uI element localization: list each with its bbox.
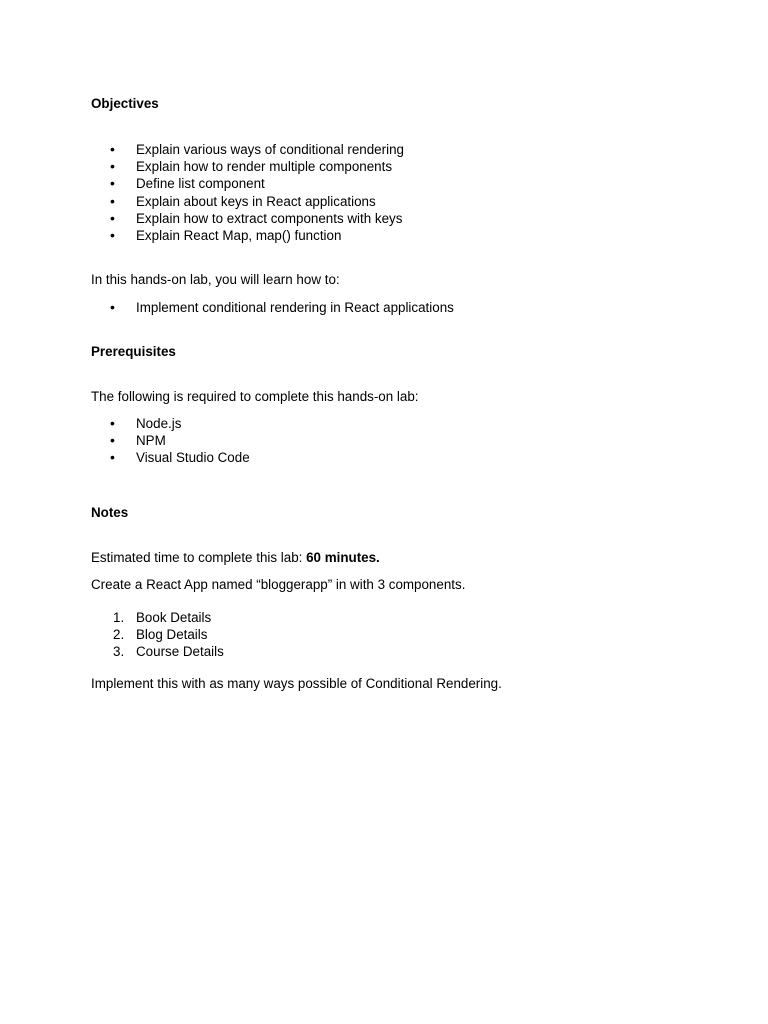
prerequisites-heading: Prerequisites (91, 344, 176, 359)
prerequisites-intro: The following is required to complete this hands-on lab: (91, 389, 419, 404)
estimated-time-text (91, 550, 380, 566)
estimated-time-prefix: Estimated time to complete this lab: (91, 550, 307, 565)
bullet-icon: • (110, 158, 115, 175)
bullet-icon: • (110, 449, 115, 466)
bullet-icon: • (110, 299, 115, 315)
bullet-icon: • (110, 192, 115, 209)
objective-text: Explain React Map, map() function (136, 227, 342, 243)
bullet-icon: • (110, 209, 115, 226)
prerequisite-text: Node.js (136, 416, 182, 431)
learn-item-text: Implement conditional rendering in React applications (136, 300, 454, 315)
bullet-icon: • (110, 432, 115, 449)
objective-text: Explain how to render multiple components (136, 159, 393, 175)
prerequisite-text: Visual Studio Code (136, 450, 250, 466)
objective-text: Explain various ways of conditional rendering (136, 142, 404, 157)
prerequisite-text: NPM (136, 433, 166, 449)
component-text: Blog Details (136, 627, 208, 643)
create-app-text: Create a React App named “bloggerapp” in with 3 components. (91, 577, 466, 592)
implement-text: Implement this with as many ways possible of Conditional Rendering. (91, 676, 502, 691)
learn-intro: In this hands-on lab, you will learn how to: (91, 272, 340, 287)
list-number: 1. (113, 610, 125, 625)
objective-text: Define list component (136, 176, 265, 192)
component-text: Book Details (136, 610, 212, 625)
list-number: 2. (113, 627, 125, 643)
estimated-time-value: 60 minutes. (306, 550, 380, 565)
bullet-icon: • (110, 415, 115, 431)
objectives-heading: Objectives (91, 96, 159, 111)
bullet-icon: • (110, 175, 115, 192)
component-text: Course Details (136, 644, 224, 660)
bullet-icon: • (110, 141, 115, 157)
notes-heading: Notes (91, 505, 129, 520)
objective-text: Explain how to extract components with keys (136, 210, 403, 226)
objective-text: Explain about keys in React applications (136, 193, 376, 209)
bullet-icon: • (110, 226, 115, 243)
list-number: 3. (113, 644, 125, 660)
